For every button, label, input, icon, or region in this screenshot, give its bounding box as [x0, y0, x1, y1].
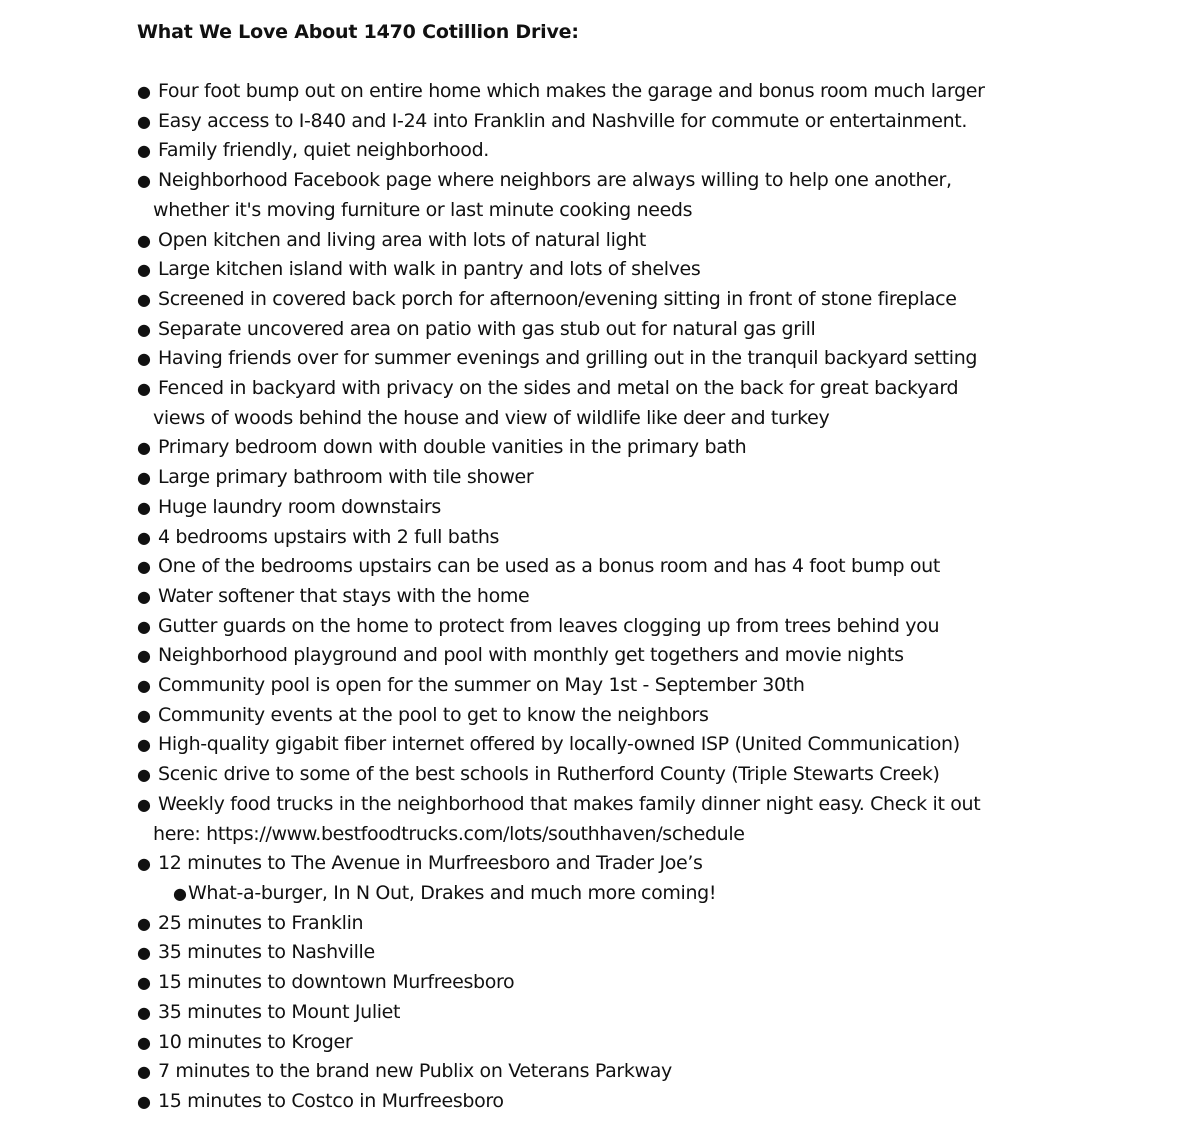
bullet-icon: ● — [137, 1091, 151, 1111]
list-item — [137, 226, 1177, 256]
list-item-text: Primary bedroom down with double vanities in the primary bath — [158, 436, 747, 459]
bullet-icon: ● — [137, 676, 151, 696]
list-item — [137, 760, 1177, 790]
bullet-icon: ● — [137, 141, 151, 161]
list-item-text: 4 bedrooms upstairs with 2 full baths — [158, 525, 500, 548]
list-item-text: Community events at the pool to get to know the neighbors — [158, 703, 709, 726]
list-item — [137, 849, 1177, 879]
list-item — [137, 463, 1177, 493]
bullet-icon: ● — [137, 705, 151, 725]
bullet-icon: ● — [137, 438, 151, 458]
list-item-text: One of the bedrooms upstairs can be used as a bonus room and has 4 foot bump out — [158, 555, 940, 578]
list-item-text: Neighborhood playground and pool with monthly get togethers and movie nights — [158, 644, 904, 667]
list-item-text: Huge laundry room downstairs — [158, 495, 441, 518]
bullet-icon: ● — [137, 557, 151, 577]
sub-list-item — [137, 879, 1177, 909]
list-item — [137, 344, 1177, 374]
bullet-icon: ● — [137, 230, 151, 250]
bullet-icon: ● — [137, 913, 151, 933]
list-item — [137, 433, 1177, 463]
bullet-icon: ● — [137, 289, 151, 309]
bullet-icon: ● — [137, 943, 151, 963]
list-item-text: 15 minutes to downtown Murfreesboro — [158, 971, 515, 994]
list-item — [137, 701, 1177, 731]
bullet-icon: ● — [137, 82, 151, 101]
list-item — [137, 77, 1177, 107]
list-item — [137, 107, 1177, 137]
list-item-text: Having friends over for summer evenings and grilling out in the tranquil backyard setting — [158, 347, 978, 370]
list-item — [137, 1087, 1177, 1117]
list-item-text: 15 minutes to Costco in Murfreesboro — [158, 1089, 504, 1112]
bullet-icon: ● — [137, 468, 151, 488]
list-item-continuation: views of woods behind the house and view of wildlife like deer and turkey — [153, 406, 830, 429]
bullet-icon: ● — [137, 319, 151, 339]
list-item-text: 12 minutes to The Avenue in Murfreesboro and Trader Joe’s — [158, 852, 703, 875]
list-item — [137, 493, 1177, 523]
list-item — [137, 374, 1177, 433]
list-item — [137, 938, 1177, 968]
list-item-text: 35 minutes to Mount Juliet — [158, 1000, 401, 1023]
list-item-text: Easy access to I-840 and I-24 into Franklin and Nashville for commute or entertainment. — [158, 109, 968, 132]
list-item-text: 7 minutes to the brand new Publix on Veterans Parkway — [158, 1060, 672, 1083]
list-item-text: Fenced in backyard with privacy on the sides and metal on the back for great backyard — [158, 377, 959, 400]
bullet-icon: ● — [137, 171, 151, 191]
list-item-text: Large kitchen island with walk in pantry and lots of shelves — [158, 258, 701, 281]
list-item — [137, 1028, 1177, 1058]
bullet-icon: ● — [137, 1062, 151, 1082]
list-item-text: Separate uncovered area on patio with gas stub out for natural gas grill — [158, 317, 816, 340]
list-item-text: Neighborhood Facebook page where neighbors are always willing to help one another, — [158, 169, 952, 192]
bullet-icon: ● — [137, 616, 151, 636]
sub-list-item-text: What-a-burger, In N Out, Drakes and much more coming! — [188, 881, 717, 904]
list-item — [137, 315, 1177, 345]
list-item — [137, 671, 1177, 701]
list-item — [137, 998, 1177, 1028]
list-item — [137, 136, 1177, 166]
document — [137, 17, 1177, 1117]
bullet-icon: ● — [137, 111, 151, 131]
list-item-text: Four foot bump out on entire home which makes the garage and bonus room much larger — [158, 80, 985, 102]
bullet-icon: ● — [137, 349, 151, 369]
bullet-icon: ● — [137, 260, 151, 280]
list-item — [137, 909, 1177, 939]
list-item-text: Community pool is open for the summer on May 1st - September 30th — [158, 674, 805, 697]
bullet-icon: ● — [137, 586, 151, 606]
bullet-icon: ● — [137, 973, 151, 993]
list-item-text: Scenic drive to some of the best schools in Rutherford County (Triple Stewarts Creek) — [158, 763, 940, 786]
list-item-text: 35 minutes to Nashville — [158, 941, 375, 964]
list-item — [137, 641, 1177, 671]
list-item — [137, 612, 1177, 642]
list-item — [137, 582, 1177, 612]
list-item-text: Family friendly, quiet neighborhood. — [158, 139, 489, 162]
list-item — [137, 730, 1177, 760]
bullet-icon: ● — [137, 1002, 151, 1022]
list-item-text: Water softener that stays with the home — [158, 584, 530, 607]
bullet-icon: ● — [137, 379, 151, 399]
page-title: What We Love About 1470 Cotillion Drive: — [137, 21, 579, 43]
feature-list — [137, 77, 1177, 1117]
bullet-icon: ● — [137, 765, 151, 785]
list-item — [137, 285, 1177, 315]
list-item — [137, 255, 1177, 285]
list-item — [137, 552, 1177, 582]
bullet-icon: ● — [137, 854, 151, 874]
bullet-icon: ● — [137, 497, 151, 517]
list-item — [137, 968, 1177, 998]
list-item-text: Large primary bathroom with tile shower — [158, 466, 534, 489]
list-item — [137, 1057, 1177, 1087]
list-item-text: High-quality gigabit fiber internet offered by locally-owned ISP (United Communication) — [158, 733, 960, 756]
bullet-icon: ● — [173, 883, 187, 903]
list-item-continuation: whether it's moving furniture or last minute cooking needs — [153, 198, 693, 221]
list-item — [137, 166, 1177, 225]
list-item — [137, 790, 1177, 849]
list-item-text: 10 minutes to Kroger — [158, 1030, 353, 1053]
bullet-icon: ● — [137, 735, 151, 755]
bullet-icon: ● — [137, 646, 151, 666]
bullet-icon: ● — [137, 527, 151, 547]
list-item-text: 25 minutes to Franklin — [158, 911, 364, 934]
list-item — [137, 523, 1177, 553]
list-item-text: Screened in covered back porch for afternoon/evening sitting in front of stone fireplace — [158, 287, 957, 310]
bullet-icon: ● — [137, 794, 151, 814]
bullet-icon: ● — [137, 1032, 151, 1052]
list-item-continuation: here: https://www.bestfoodtrucks.com/lots/southhaven/schedule — [153, 822, 745, 845]
list-item-text: Weekly food trucks in the neighborhood that makes family dinner night easy. Check it out — [158, 792, 981, 815]
list-item-text: Gutter guards on the home to protect from leaves clogging up from trees behind you — [158, 614, 940, 637]
list-item-text: Open kitchen and living area with lots of natural light — [158, 228, 646, 251]
